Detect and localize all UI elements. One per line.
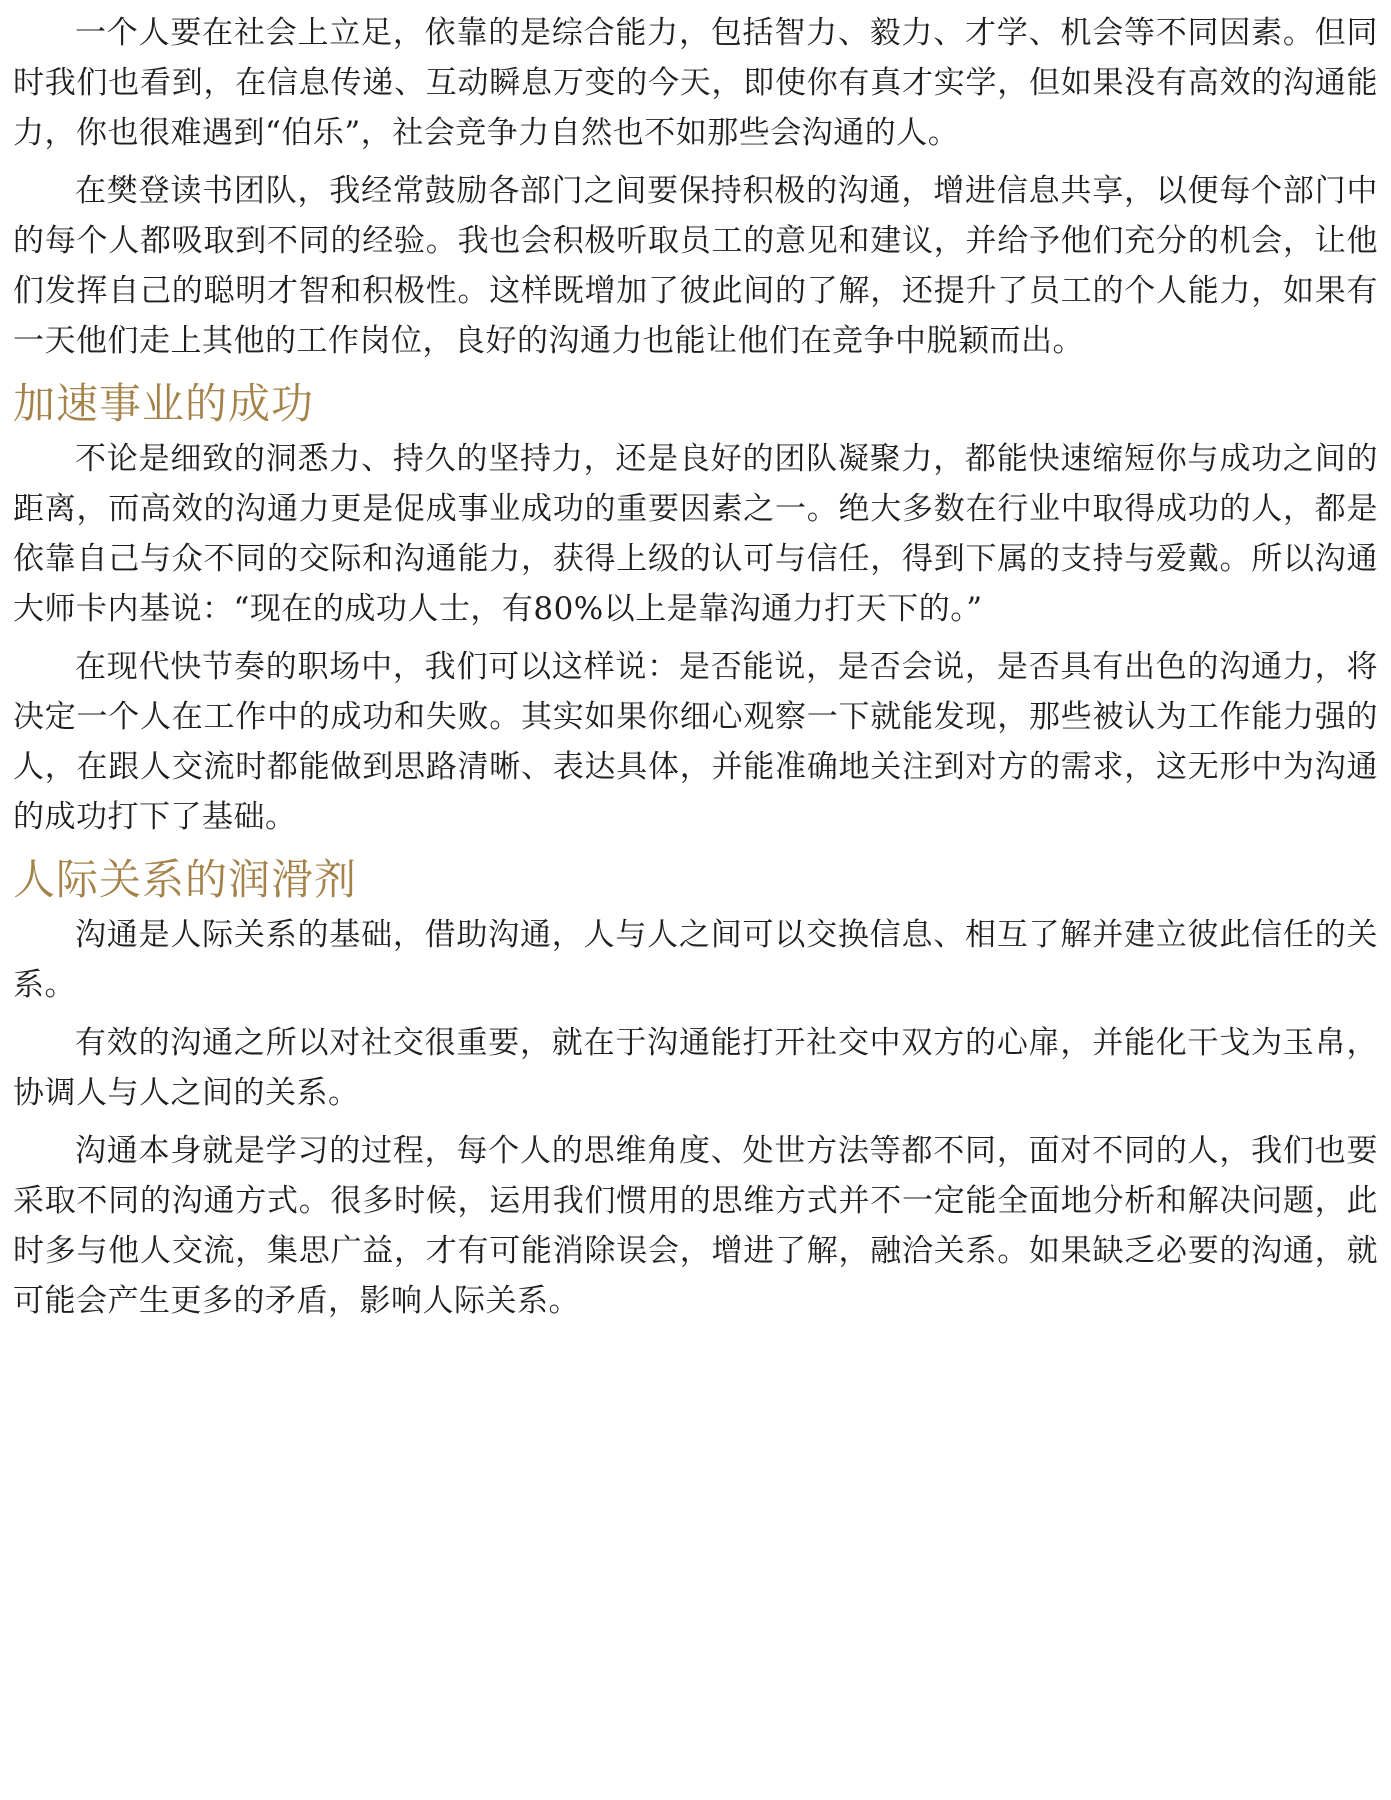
section-heading-relationships: 人际关系的润滑剂 bbox=[13, 855, 358, 904]
text-column bbox=[13, 8, 1378, 1334]
career-success-paragraph-1: 不论是细致的洞悉力、持久的坚持力，还是良好的团队凝聚力，都能快速缩短你与成功之间的距离，而高效的沟通力更是促成事业成功的重要因素之一。绝大多数在行业中取得成功的人，都是依靠自己与众不同的交际和沟通能力，获得上级的认可与信任，得到下属的支持与爱戴。所以沟通大师卡内基说：“现在的成功人士，有80%以上是靠沟通力打天下的。” bbox=[13, 441, 1378, 627]
relationships-paragraph-1: 沟通是人际关系的基础，借助沟通，人与人之间可以交换信息、相互了解并建立彼此信任的关系。 bbox=[13, 917, 1378, 1003]
career-success-paragraph-2: 在现代快节奏的职场中，我们可以这样说：是否能说，是否会说，是否具有出色的沟通力，将决定一个人在工作中的成功和失败。其实如果你细心观察一下就能发现，那些被认为工作能力强的人，在跟人交流时都能做到思路清晰、表达具体，并能准确地关注到对方的需求，这无形中为沟通的成功打下了基础。 bbox=[13, 649, 1378, 835]
intro-paragraph-1: 一个人要在社会上立足，依靠的是综合能力，包括智力、毅力、才学、机会等不同因素。但同时我们也看到，在信息传递、互动瞬息万变的今天，即使你有真才实学，但如果没有高效的沟通能力，你也很难遇到“伯乐”，社会竞争力自然也不如那些会沟通的人。 bbox=[13, 15, 1378, 151]
relationships-paragraph-2: 有效的沟通之所以对社交很重要，就在于沟通能打开社交中双方的心扉，并能化干戈为玉帛，协调人与人之间的关系。 bbox=[13, 1025, 1378, 1111]
relationships-paragraph-3: 沟通本身就是学习的过程，每个人的思维角度、处世方法等都不同，面对不同的人，我们也要采取不同的沟通方式。很多时候，运用我们惯用的思维方式并不一定能全面地分析和解决问题，此时多与他人交流，集思广益，才有可能消除误会，增进了解，融洽关系。如果缺乏必要的沟通，就可能会产生更多的矛盾，影响人际关系。 bbox=[13, 1133, 1378, 1319]
section-heading-career-success: 加速事业的成功 bbox=[13, 379, 315, 428]
intro-paragraph-2: 在樊登读书团队，我经常鼓励各部门之间要保持积极的沟通，增进信息共享，以便每个部门中的每个人都吸取到不同的经验。我也会积极听取员工的意见和建议，并给予他们充分的机会，让他们发挥自己的聪明才智和积极性。这样既增加了彼此间的了解，还提升了员工的个人能力，如果有一天他们走上其他的工作岗位，良好的沟通力也能让他们在竞争中脱颖而出。 bbox=[13, 173, 1378, 359]
